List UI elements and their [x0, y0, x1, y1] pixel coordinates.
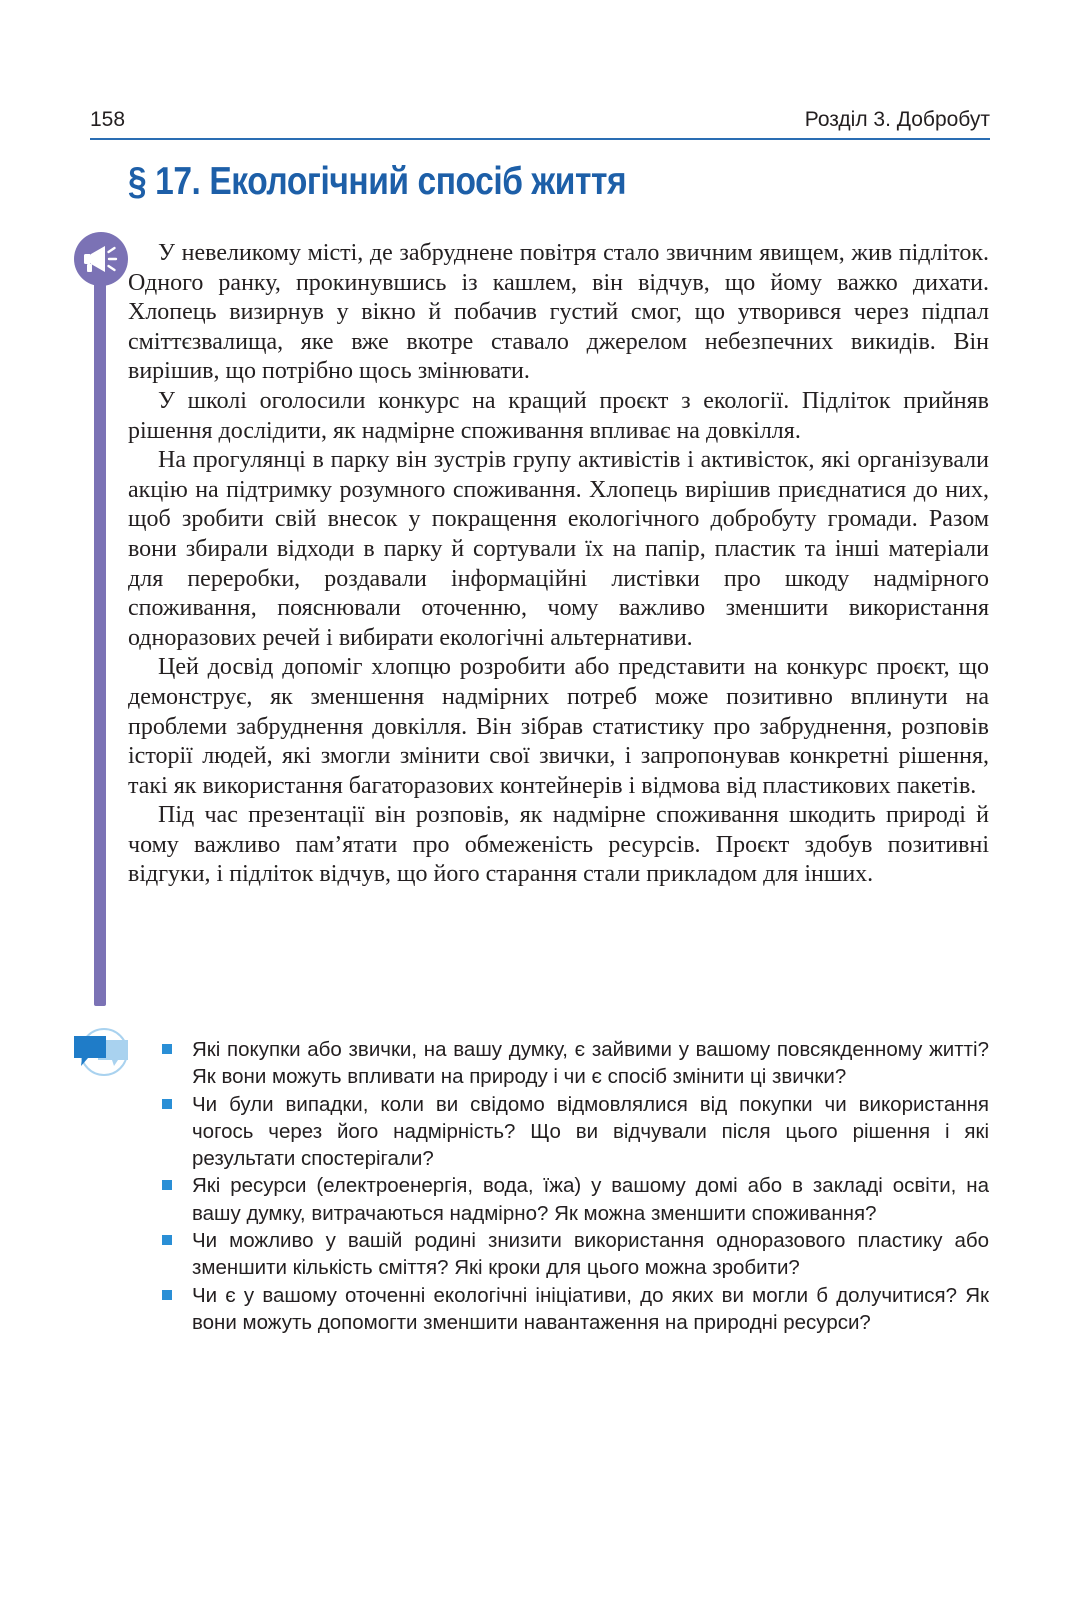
square-bullet-icon	[162, 1099, 172, 1109]
question-text: Чи можливо у вашій родині знизити використання одноразового пластику або зменшити кількість сміття? Які кроки для цього можна зробити?	[192, 1229, 989, 1280]
question-item	[160, 1036, 989, 1091]
page-title: § 17. Екологічний спосіб життя	[128, 160, 627, 203]
questions-list	[160, 1036, 989, 1336]
speech-bubbles-icon	[72, 1026, 132, 1078]
story-paragraph: Під час презентації він розповів, як надмірне споживання шкодить природі й чому важливо пам’ятати про обмеженість ресурсів. Проєкт здобув позитивні відгуки, і підліток відчув, що його старання стали прикладом для інших.	[128, 802, 989, 888]
square-bullet-icon	[162, 1235, 172, 1245]
page-number: 158	[90, 108, 126, 131]
story-text	[128, 239, 989, 890]
question-text: Чи були випадки, коли ви свідомо відмовлялися від покупки чи використання чогось через його надмірність? Що ви відчували після цього рішення і які результати спостерігали?	[192, 1092, 989, 1171]
question-item	[160, 1282, 989, 1337]
question-item	[160, 1091, 989, 1173]
section-name: Розділ 3. Добробут	[804, 108, 990, 131]
question-text: Які ресурси (електроенергія, вода, їжа) у вашому домі або в закладі освіти, на вашу думку, витрачаються надмірно? Як можна зменшити споживання?	[192, 1174, 989, 1225]
question-text: Чи є у вашому оточенні екологічні ініціативи, до яких ви могли б долучитися? Як вони можуть допомогти зменшити навантаження на природні ресурси?	[192, 1283, 989, 1334]
story-paragraph: На прогулянці в парку він зустрів групу активістів і активісток, які організували акцію на підтримку розумного споживання. Хлопець вирішив приєднатися до них, щоб зробити свій внесок у покращення екологічного добробуту громади. Разом вони збирали відходи в парку й сортували їх на папір, пластик та інші матеріали для переробки, роздавали інформаційні листівки про шкоду надмірного споживання, пояснювали оточенню, чому важливо зменшити використання одноразових речей і вибирати екологічні альтернативи.	[128, 447, 989, 651]
question-text: Які покупки або звички, на вашу думку, є зайвими у вашому повсякденному житті? Як вони можуть впливати на природу і чи є спосіб змінити ці звички?	[192, 1038, 989, 1089]
story-paragraph: Цей досвід допоміг хлопцю розробити або представити на конкурс проєкт, що демонструє, як зменшення надмірних потреб може позитивно вплинути на проблеми забруднення довкілля. Він зібрав статистику про забруднення, розповів історії людей, які змогли змінити свої звички, і запропонував конкретні рішення, такі як використання багаторазових контейнерів і відмова від пластикових пакетів.	[128, 654, 989, 799]
page-header	[90, 104, 990, 140]
square-bullet-icon	[162, 1044, 172, 1054]
megaphone-icon	[74, 232, 128, 286]
story-side-bar	[94, 262, 106, 1006]
square-bullet-icon	[162, 1290, 172, 1300]
question-item	[160, 1227, 989, 1282]
question-item	[160, 1172, 989, 1227]
square-bullet-icon	[162, 1180, 172, 1190]
story-paragraph: У невеликому місті, де забруднене повітря стало звичним явищем, жив підліток. Одного ранку, прокинувшись із кашлем, він відчув, що йому важко дихати. Хлопець визирнув у вікно й побачив густий смог, що утворився через підпал сміттєзвалища, яке вже вкотре ставало джерелом небезпечних викидів. Він вирішив, що потрібно щось змінювати.	[128, 240, 989, 385]
story-paragraph: У школі оголосили конкурс на кращий проєкт з екології. Підліток прийняв рішення дослідити, як надмірне споживання впливає на довкілля.	[128, 387, 989, 444]
